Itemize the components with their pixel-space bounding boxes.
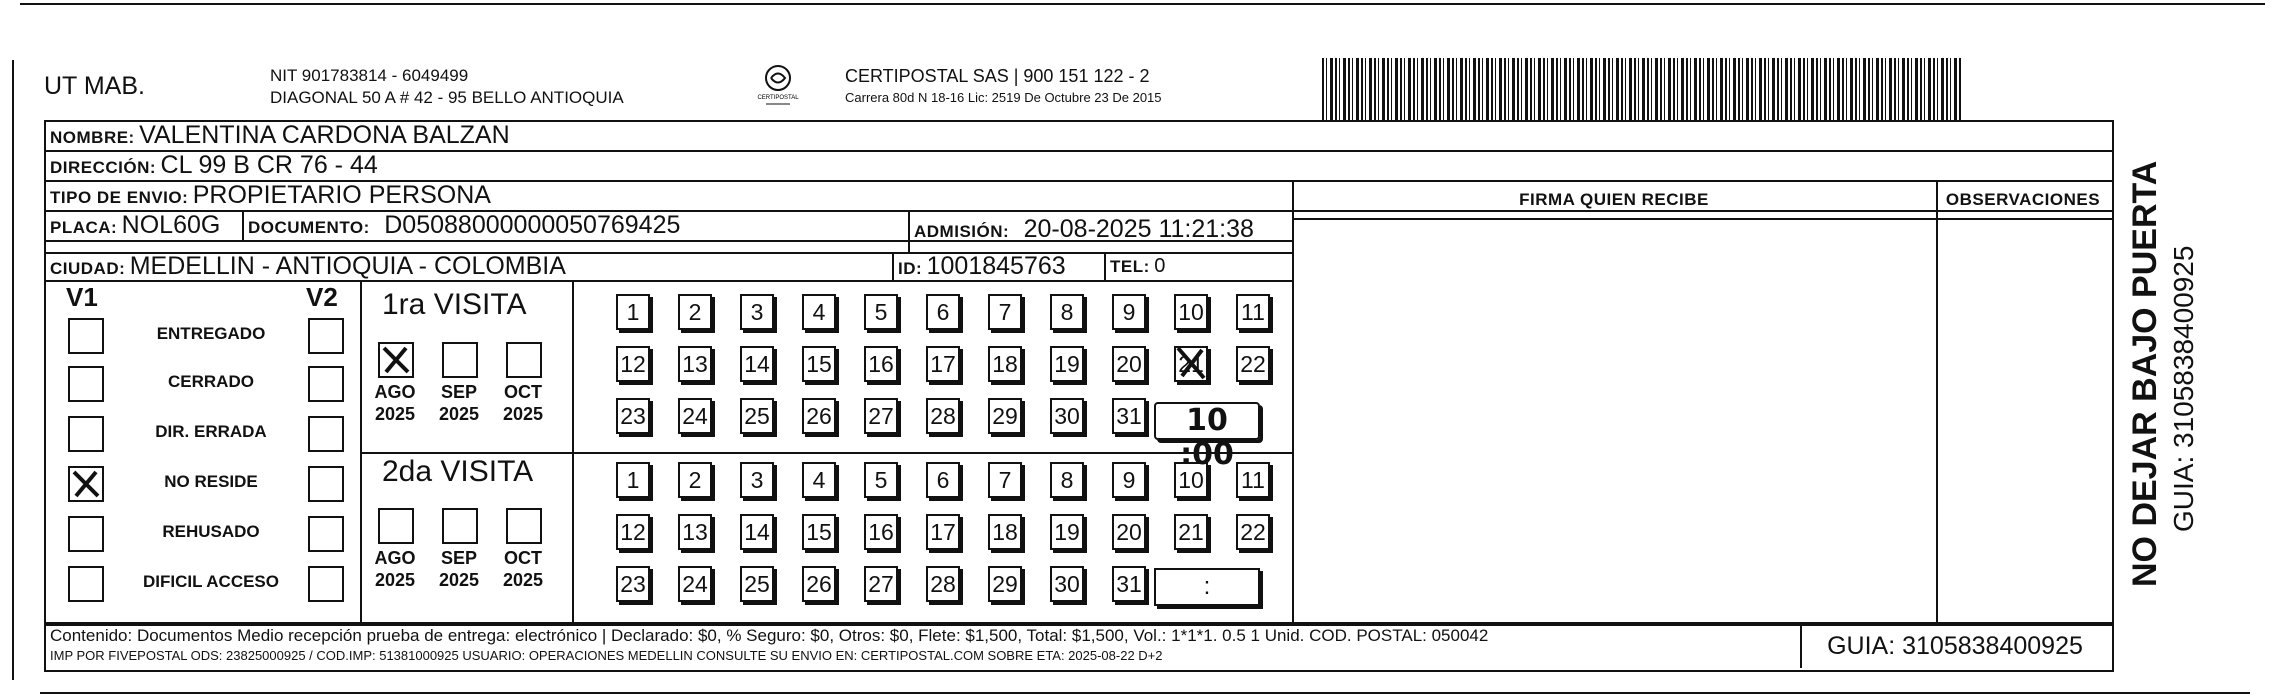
documento-label: DOCUMENTO: [248, 218, 370, 237]
logo-text: CERTIPOSTAL [757, 95, 799, 101]
bottom-edge [40, 692, 2250, 694]
footer-contenido: Contenido: Documentos Medio recepción prueba de entrega: electrónico | Declarado: $0, % Seguro: $0, Otros: $0, Flete: $1,500, Total: $1,500, Vol.: 1*1*1. 0.5 1 Unid. COD. POSTAL: 050042 [50, 626, 1489, 645]
day-box[interactable]: 18 [988, 346, 1022, 382]
day-box[interactable]: 23 [616, 398, 650, 434]
visit2-time[interactable] [1154, 568, 1260, 606]
side-warning: NO DEJAR BAJO PUERTA [2126, 160, 2164, 587]
status-label: ENTREGADO [156, 324, 266, 343]
status-v2-checkbox[interactable] [308, 416, 344, 452]
left-edge [12, 60, 14, 680]
day-box[interactable]: 17 [926, 346, 960, 382]
status-v2-checkbox[interactable] [308, 466, 344, 502]
tel-value: 0 [1154, 255, 1166, 277]
day-box[interactable]: 11 [1236, 294, 1270, 330]
day-box[interactable]: 28 [926, 566, 960, 602]
day-box[interactable]: 26 [802, 398, 836, 434]
day-box[interactable]: 24 [678, 398, 712, 434]
tel-label: TEL: [1110, 257, 1150, 276]
day-box[interactable]: 2 [678, 294, 712, 330]
status-label: DIFICIL ACCESO [142, 572, 279, 591]
certipostal-logo [756, 62, 800, 106]
day-box[interactable]: 8 [1050, 294, 1084, 330]
day-box[interactable]: 27 [864, 566, 898, 602]
company-name: UT MAB. [44, 72, 145, 100]
day-box[interactable]: 17 [926, 514, 960, 550]
footer-guia: GUIA: 3105838400925 [1827, 632, 2083, 660]
month-checkbox[interactable] [442, 508, 478, 544]
v2-heading: V2 [306, 282, 338, 312]
month-checkbox[interactable] [378, 508, 414, 544]
day-box[interactable]: 16 [864, 346, 898, 382]
ciudad-label: CIUDAD: [50, 259, 126, 278]
day-box[interactable]: 21 [1174, 346, 1208, 382]
status-v1-checkbox[interactable] [68, 318, 104, 354]
day-box[interactable]: 25 [740, 398, 774, 434]
side-guia: GUIA: 3105838400925 [2168, 245, 2199, 532]
day-box[interactable]: 22 [1236, 346, 1270, 382]
day-box[interactable]: 30 [1050, 398, 1084, 434]
year-label: 2025 [502, 570, 544, 590]
status-label: DIR. ERRADA [155, 422, 267, 441]
day-box[interactable]: 31 [1112, 398, 1146, 434]
day-box[interactable]: 20 [1112, 346, 1146, 382]
day-box[interactable]: 26 [802, 566, 836, 602]
footer-imp: IMP POR FIVEPOSTAL ODS: 23825000925 / COD.IMP: 51381000925 USUARIO: OPERACIONES MEDELLIN CONSULTE SU ENVIO EN: CERTIPOSTAL.COM SOBRE ETA: 2025-08-22 D+2 [50, 648, 1163, 663]
status-v1-checkbox[interactable] [68, 566, 104, 602]
day-box[interactable]: 10 [1174, 294, 1208, 330]
status-label: NO RESIDE [164, 472, 258, 491]
tipo-value: PROPIETARIO PERSONA [192, 181, 491, 209]
day-box[interactable]: 9 [1112, 294, 1146, 330]
firma-area[interactable] [1294, 220, 1934, 620]
day-box[interactable]: 31 [1112, 566, 1146, 602]
year-label: 2025 [438, 570, 480, 590]
tipo-label: TIPO DE ENVIO: [50, 188, 189, 207]
observaciones-area[interactable] [1938, 220, 2108, 620]
ciudad-value: MEDELLIN - ANTIOQUIA - COLOMBIA [129, 252, 566, 280]
visit2-title: 2da VISITA [382, 455, 534, 488]
day-box[interactable]: 7 [988, 294, 1022, 330]
day-box[interactable]: 15 [802, 514, 836, 550]
nombre-row [50, 120, 510, 150]
placa-value: NOL60G [121, 211, 221, 239]
ciudad-field [50, 252, 566, 280]
direccion-row [50, 150, 378, 180]
id-label: ID: [898, 259, 923, 278]
status-v2-checkbox[interactable] [308, 516, 344, 552]
day-box[interactable]: 22 [1236, 514, 1270, 550]
day-box[interactable]: 13 [678, 346, 712, 382]
status-v1-checkbox[interactable] [68, 516, 104, 552]
status-label: REHUSADO [162, 522, 260, 541]
documento-field [248, 210, 680, 240]
day-box[interactable]: 6 [926, 294, 960, 330]
day-box[interactable]: 3 [740, 294, 774, 330]
firma-label: FIRMA QUIEN RECIBE [1519, 190, 1709, 209]
year-label: 2025 [502, 404, 544, 424]
day-box[interactable]: 18 [988, 514, 1022, 550]
status-v1-checkbox[interactable] [68, 416, 104, 452]
admision-value: 20-08-2025 11:21:38 [1023, 215, 1254, 243]
day-box[interactable]: 12 [616, 514, 650, 550]
nombre-label: NOMBRE: [50, 128, 135, 147]
day-box[interactable]: 25 [740, 566, 774, 602]
tipo-row [50, 180, 491, 210]
certipostal-nit: CERTIPOSTAL SAS | 900 151 122 - 2 [845, 66, 1150, 86]
cross-mark-icon [1174, 346, 1208, 380]
day-box[interactable]: 2 [678, 462, 712, 498]
day-box[interactable]: 5 [864, 294, 898, 330]
month-label: SEP [440, 382, 478, 402]
day-box[interactable]: 12 [616, 346, 650, 382]
day-box[interactable]: 8 [1050, 462, 1084, 498]
observaciones-label: OBSERVACIONES [1945, 190, 2101, 209]
month-checkbox[interactable] [442, 342, 478, 378]
day-box[interactable]: 1 [616, 462, 650, 498]
day-box[interactable]: 13 [678, 514, 712, 550]
day-box[interactable]: 6 [926, 462, 960, 498]
day-box[interactable]: 29 [988, 566, 1022, 602]
admision-label: ADMISIÓN: [914, 222, 1010, 241]
id-value: 1001845763 [926, 252, 1066, 280]
month-label: OCT [504, 382, 542, 402]
status-label: CERRADO [168, 372, 254, 391]
day-box[interactable]: 15 [802, 346, 836, 382]
day-box[interactable]: 29 [988, 398, 1022, 434]
visit1-title: 1ra VISITA [382, 288, 527, 321]
placa-field [50, 210, 220, 240]
checkmark-icon [70, 468, 102, 500]
tel-field [1110, 252, 1165, 280]
status-v2-checkbox[interactable] [308, 366, 344, 402]
month-label: OCT [504, 548, 542, 568]
day-box[interactable]: 1 [616, 294, 650, 330]
month-checkbox[interactable] [506, 342, 542, 378]
day-box[interactable]: 28 [926, 398, 960, 434]
year-label: 2025 [374, 570, 416, 590]
nombre-value: VALENTINA CARDONA BALZAN [139, 121, 510, 149]
documento-value: D05088000000050769425 [384, 211, 681, 239]
barcode [1322, 58, 1962, 120]
day-box[interactable]: 24 [678, 566, 712, 602]
day-box[interactable]: 14 [740, 514, 774, 550]
top-edge [20, 3, 2265, 5]
status-v1-checkbox[interactable] [68, 366, 104, 402]
checkmark-icon [380, 344, 412, 376]
status-v2-checkbox[interactable] [308, 318, 344, 354]
day-box[interactable]: 11 [1236, 462, 1270, 498]
status-v2-checkbox[interactable] [308, 566, 344, 602]
status-v1-checkbox[interactable] [68, 466, 104, 502]
year-label: 2025 [438, 404, 480, 424]
id-field [898, 252, 1066, 280]
day-box[interactable]: 9 [1112, 462, 1146, 498]
day-box[interactable]: 14 [740, 346, 774, 382]
placa-label: PLACA: [50, 218, 118, 237]
visit1-time[interactable] [1154, 402, 1260, 472]
day-box[interactable]: 16 [864, 514, 898, 550]
day-box[interactable]: 20 [1112, 514, 1146, 550]
admision-field [914, 214, 1254, 244]
month-label: AGO [374, 548, 416, 568]
day-box[interactable]: 27 [864, 398, 898, 434]
month-checkbox[interactable] [378, 342, 414, 378]
day-box[interactable]: 30 [1050, 566, 1084, 602]
day-box[interactable]: 19 [1050, 514, 1084, 550]
day-box[interactable]: 19 [1050, 346, 1084, 382]
year-label: 2025 [374, 404, 416, 424]
visit2-time-value: : [1203, 573, 1211, 600]
day-box[interactable]: 21 [1174, 514, 1208, 550]
day-box[interactable]: 23 [616, 566, 650, 602]
visit1-time-value: 10 :00 [1180, 403, 1234, 472]
direccion-label: DIRECCIÓN: [50, 158, 157, 177]
month-checkbox[interactable] [506, 508, 542, 544]
month-label: SEP [440, 548, 478, 568]
v1-heading: V1 [66, 282, 98, 312]
direccion-value: CL 99 B CR 76 - 44 [160, 151, 378, 179]
day-box[interactable]: 3 [740, 462, 774, 498]
day-box[interactable]: 7 [988, 462, 1022, 498]
day-box[interactable]: 5 [864, 462, 898, 498]
company-nit: NIT 901783814 - 6049499 [270, 66, 469, 85]
company-address: DIAGONAL 50 A # 42 - 95 BELLO ANTIOQUIA [270, 88, 624, 107]
day-box[interactable]: 10 [1174, 462, 1208, 498]
day-box[interactable]: 4 [802, 462, 836, 498]
day-box[interactable]: 4 [802, 294, 836, 330]
certipostal-address: Carrera 80d N 18-16 Lic: 2519 De Octubre 23 De 2015 [845, 90, 1162, 105]
month-label: AGO [374, 382, 416, 402]
